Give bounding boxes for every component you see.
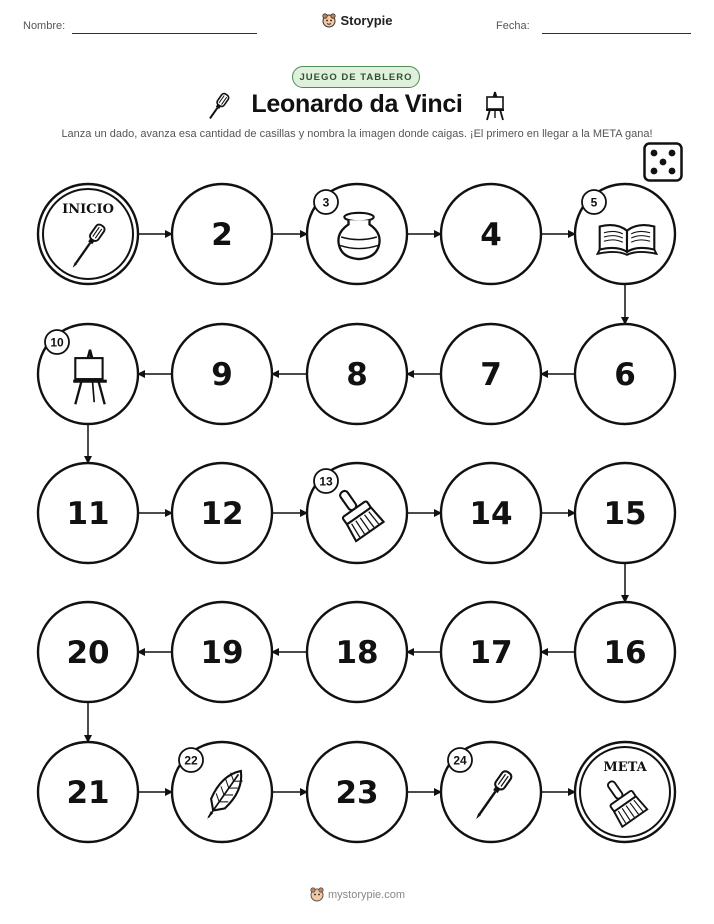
board-space bbox=[575, 184, 675, 284]
goal-space bbox=[575, 742, 675, 842]
space-number: 14 bbox=[469, 496, 513, 532]
space-number: 23 bbox=[335, 775, 379, 811]
board-space bbox=[307, 742, 407, 842]
start-space bbox=[38, 184, 138, 284]
footer bbox=[0, 886, 714, 905]
name-label: Nombre: bbox=[23, 20, 66, 32]
board-space bbox=[38, 324, 138, 424]
space-circle bbox=[575, 742, 675, 842]
board-space bbox=[172, 324, 272, 424]
board-space bbox=[441, 463, 541, 563]
space-number: 18 bbox=[335, 635, 379, 671]
space-number: 10 bbox=[50, 335, 64, 350]
space-number: 11 bbox=[66, 496, 110, 532]
board-space bbox=[441, 602, 541, 702]
board-space bbox=[307, 324, 407, 424]
board-space bbox=[441, 184, 541, 284]
board-space bbox=[38, 463, 138, 563]
instructions: Lanza un dado, avanza esa cantidad de casillas y nombra la imagen donde caigas. ¡El primero en llegar a la META gana! bbox=[61, 128, 653, 140]
board-space bbox=[38, 602, 138, 702]
board-space bbox=[172, 184, 272, 284]
board-space bbox=[307, 602, 407, 702]
board-space bbox=[307, 184, 407, 284]
board-space bbox=[441, 742, 541, 842]
space-number: 5 bbox=[590, 195, 598, 210]
footer-url: mystorypie.com bbox=[327, 889, 406, 901]
board-space bbox=[575, 324, 675, 424]
space-number: 12 bbox=[200, 496, 244, 532]
board-space bbox=[172, 742, 272, 842]
space-number: 13 bbox=[319, 474, 333, 489]
board-space bbox=[441, 324, 541, 424]
board-space bbox=[172, 602, 272, 702]
board-space bbox=[575, 463, 675, 563]
space-number: 21 bbox=[66, 775, 110, 811]
space-number: 19 bbox=[200, 635, 244, 671]
space-number: 15 bbox=[603, 496, 647, 532]
storypie-logo-icon bbox=[309, 886, 325, 905]
space-number: 7 bbox=[480, 357, 502, 393]
category-badge: JUEGO DE TABLERO bbox=[292, 66, 420, 88]
space-circle bbox=[38, 184, 138, 284]
page-title: Leonardo da Vinci bbox=[251, 90, 463, 118]
space-number: 17 bbox=[469, 635, 513, 671]
space-number: 6 bbox=[614, 357, 636, 393]
date-label: Fecha: bbox=[496, 20, 530, 32]
board-space bbox=[575, 602, 675, 702]
space-number: 4 bbox=[480, 217, 502, 253]
space-number: 20 bbox=[66, 635, 110, 671]
space-label: INICIO bbox=[62, 202, 114, 217]
board-space bbox=[307, 463, 407, 563]
space-number: 3 bbox=[322, 195, 330, 210]
space-label: META bbox=[603, 760, 647, 775]
space-number: 2 bbox=[211, 217, 233, 253]
space-number: 16 bbox=[603, 635, 647, 671]
space-number: 22 bbox=[184, 753, 198, 768]
board-space bbox=[38, 742, 138, 842]
board-space bbox=[172, 463, 272, 563]
space-number: 24 bbox=[453, 753, 467, 768]
space-number: 9 bbox=[211, 357, 233, 393]
brand-name: Storypie bbox=[340, 13, 393, 28]
space-number: 8 bbox=[346, 357, 368, 393]
